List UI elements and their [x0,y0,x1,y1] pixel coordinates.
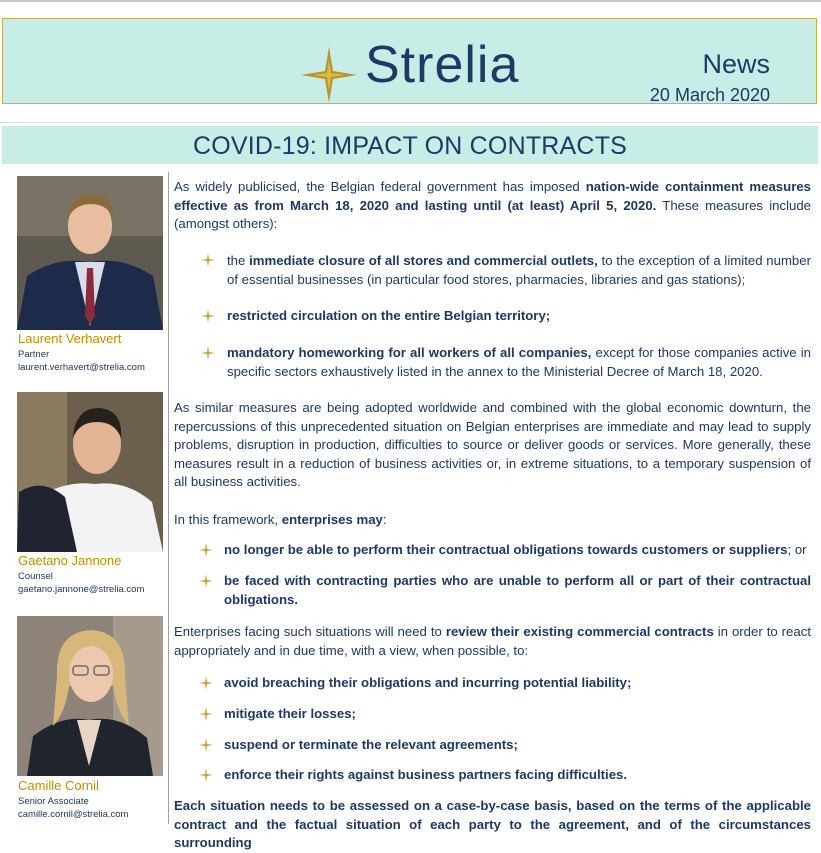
list-item: mitigate their losses; [224,706,356,721]
list-item: restricted circulation on the entire Belgian territory; [227,308,551,323]
news-date: 20 March 2020 [649,85,770,105]
header-banner [2,18,817,104]
person-email[interactable]: camille.cornil@strelia.com [18,809,129,820]
list-item: suspend or terminate the relevant agreements; [224,737,518,752]
list-item: be faced with contracting parties who are unable to perform all or part of their contractual obligations. [224,573,811,607]
person-role: Senior Associate [18,796,89,807]
bullet-star-icon [199,676,213,690]
list-item: the immediate closure of all stores and commercial outlets, to the exception of a limited number of essential businesses (in particular food stores, pharmacies, libraries and gas stations); [227,253,811,287]
avatar-photo [17,616,163,776]
person-role: Partner [18,349,50,360]
paragraph: Enterprises facing such situations will need to review their existing commercial contracts in order to react appropriately and in due time, with a view, when possible, to: [174,624,811,658]
paragraph: As similar measures are being adopted worldwide and combined with the global economic downturn, the repercussions of this unprecedented situation on Belgian enterprises are immediate and may lead to supply problems, disruption in production, difficulties to source or deliver goods or services. More generally, these measures result in a reduction of business activities or, in extreme situations, to a temporary suspension of all business activities. [174,400,811,490]
divider [0,122,821,123]
list-item: no longer be able to perform their contractual obligations towards customers or suppliers; or [224,542,807,557]
person-name: Laurent Verhavert [18,331,122,346]
list-item: avoid breaching their obligations and incurring potential liability; [224,675,632,690]
bullet-star-icon [199,707,213,721]
bullet-star-icon [199,768,213,782]
strelia-star-logo-icon [299,45,359,105]
list-item: enforce their rights against business partners facing difficulties. [224,767,628,782]
page-title: COVID-19: IMPACT ON CONTRACTS [192,132,628,160]
bullet-star-icon [199,738,213,752]
news-label: News [702,49,770,79]
paragraph: Each situation needs to be assessed on a case-by-case basis, based on the terms of the applicable contract and the factual situation of each party to the agreement, and of the circumstances surrounding [174,798,811,851]
bullet-star-icon [201,346,215,360]
intro-paragraph: As widely publicised, the Belgian federal government has imposed nation-wide containment measures effective as from March 18, 2020 and lasting until (at least) April 5, 2020. These measures include (amongst others): [174,179,811,232]
paragraph: In this framework, enterprises may: [174,512,387,527]
person-name: Gaetano Jannone [18,553,122,568]
brand-name: Strelia [365,36,520,94]
top-border [0,0,821,2]
person-name: Camille Cornil [18,778,99,793]
bullet-star-icon [199,574,213,588]
bullet-star-icon [199,543,213,557]
bullet-star-icon [201,253,215,267]
list-item: mandatory homeworking for all workers of all companies, except for those companies active in specific sectors exhaustively listed in the annex to the Ministerial Decree of March 18, 2020. [227,345,811,379]
person-email[interactable]: gaetano.jannone@strelia.com [18,584,145,595]
column-divider [168,172,169,824]
avatar-photo [17,392,163,552]
person-email[interactable]: laurent.verhavert@strelia.com [18,362,145,373]
avatar-photo [17,176,163,330]
bullet-star-icon [201,309,215,323]
title-bar [2,126,818,164]
person-role: Counsel [18,571,53,582]
